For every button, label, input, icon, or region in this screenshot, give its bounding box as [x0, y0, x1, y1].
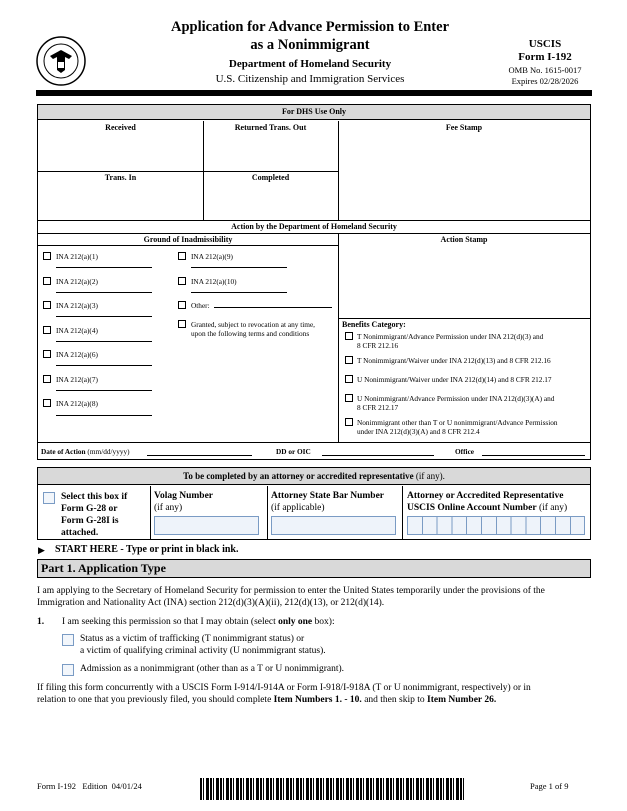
status-victim-label-line1: Status as a victim of trafficking (T nonimmigrant status) or [80, 634, 305, 644]
granted-checkbox[interactable] [178, 320, 186, 328]
status-victim-label-line2: a victim of qualifying criminal activity (U nonimmigrant status). [80, 646, 326, 656]
account-label-line1: Attorney or Accredited Representative [407, 491, 564, 501]
volag-label: Volag Number [154, 491, 214, 501]
benefits-title: Benefits Category: [342, 320, 406, 329]
ina-a2-label: INA 212(a)(2) [56, 277, 98, 286]
admission-nonimmigrant-label: Admission as a nonimmigrant (other than as a T or U nonimmigrant). [80, 664, 345, 674]
returned-label: Returned Trans. Out [234, 123, 307, 132]
trans-in-label: Trans. In [104, 173, 137, 182]
other-checkbox[interactable] [178, 301, 186, 309]
footer-edition: Form I-192 Edition 04/01/24 [37, 781, 142, 791]
ground-title: Ground of Inadmissibility [143, 235, 233, 244]
received-label: Received [105, 123, 136, 132]
dd-oic-line[interactable] [322, 455, 434, 456]
office-label: Office [455, 447, 475, 456]
granted-label-line2: upon the following terms and conditions [191, 329, 310, 338]
bar-number-label: Attorney State Bar Number [271, 491, 385, 501]
form-id: Form I-192 [518, 51, 572, 63]
benefit-u-waiver-checkbox[interactable] [345, 375, 353, 383]
form-title-line2: as a Nonimmigrant [250, 37, 370, 53]
date-of-action-label: Date of Action (mm/dd/yyyy) [41, 447, 130, 456]
bar-number-sublabel: (if applicable) [271, 503, 325, 513]
volag-sublabel: (if any) [154, 503, 183, 513]
part1-intro-line1: I am applying to the Secretary of Homeland Security for permission to enter the United States temporarily under the provisions of the [37, 586, 545, 596]
expiration-date: Expires 02/28/2026 [511, 76, 579, 86]
benefit-t-waiver-l1: T Nonimmigrant/Waiver under INA 212(d)(13) and 8 CFR 212.16 [357, 356, 551, 365]
bar-number-input[interactable] [271, 516, 396, 535]
ina-a7-checkbox[interactable] [43, 375, 51, 383]
ina-a3-checkbox[interactable] [43, 301, 51, 309]
ina-a10-label: INA 212(a)(10) [191, 277, 237, 286]
action-stamp-label: Action Stamp [440, 235, 488, 244]
g28-select-label: Select this box if Form G-28 or Form G-28I is attached. [61, 492, 128, 538]
omb-number: OMB No. 1615-0017 [508, 65, 582, 75]
part1-intro-line2: Immigration and Nationality Act (INA) section 212(d)(3)(A)(ii), 212(d)(13), or 212(d)(14). [37, 598, 385, 608]
date-of-action-line[interactable] [147, 455, 252, 456]
ina-a8-label: INA 212(a)(8) [56, 399, 98, 408]
g28-attached-checkbox[interactable] [43, 492, 55, 504]
ina-a1-checkbox[interactable] [43, 252, 51, 260]
agency-short: USCIS [528, 38, 562, 50]
benefit-u-advance-l2: 8 CFR 212.17 [357, 403, 399, 412]
attorney-title: To be completed by an attorney or accredited representative (if any). [183, 471, 445, 481]
ina-a4-label: INA 212(a)(4) [56, 326, 98, 335]
benefit-other-checkbox[interactable] [345, 418, 353, 426]
agency-name: U.S. Citizenship and Immigration Services [215, 73, 405, 85]
benefit-u-waiver-l1: U Nonimmigrant/Waiver under INA 212(d)(14) and 8 CFR 212.17 [357, 375, 552, 384]
ina-a8-checkbox[interactable] [43, 399, 51, 407]
benefit-other-l2: under INA 212(d)(3)(A) and 8 CFR 212.4 [357, 427, 480, 436]
q1-number: 1. [37, 617, 45, 627]
q1-question: I am seeking this permission so that I may obtain (select only one box): [62, 617, 335, 627]
ina-a9-checkbox[interactable] [178, 252, 186, 260]
volag-number-input[interactable] [154, 516, 259, 535]
ina-a1-label: INA 212(a)(1) [56, 252, 98, 261]
benefit-u-advance-l1: U Nonimmigrant/Advance Permission under INA 212(d)(3)(A) and [357, 394, 555, 403]
status-victim-checkbox[interactable] [62, 634, 74, 646]
footer-barcode [200, 778, 466, 800]
action-title: Action by the Department of Homeland Security [231, 222, 397, 231]
office-line[interactable] [482, 455, 585, 456]
admission-nonimmigrant-checkbox[interactable] [62, 664, 74, 676]
seal-icon [36, 36, 86, 86]
benefit-t-waiver-checkbox[interactable] [345, 356, 353, 364]
part1-title: Part 1. Application Type [41, 561, 166, 575]
benefit-u-advance-checkbox[interactable] [345, 394, 353, 402]
filing-instruction-line1: If filing this form concurrently with a USCIS Form I-914/I-914A or Form I-918/I-918A (T or U nonimmigrant, respectively) or in [37, 683, 531, 693]
ina-a4-checkbox[interactable] [43, 326, 51, 334]
ina-a9-label: INA 212(a)(9) [191, 252, 233, 261]
header-rule [36, 90, 592, 96]
benefit-t-advance-l2: 8 CFR 212.16 [357, 341, 399, 350]
department-name: Department of Homeland Security [228, 58, 392, 70]
filing-instruction-line2: relation to one that you previously filed, you should complete Item Numbers 1. - 10. and then skip to Item Number 26. [37, 695, 497, 705]
start-here-text: START HERE - Type or print in black ink. [55, 544, 239, 555]
footer-page-number: Page 1 of 9 [530, 781, 569, 791]
ina-a7-label: INA 212(a)(7) [56, 375, 98, 384]
dd-oic-label: DD or OIC [276, 447, 311, 456]
completed-label: Completed [251, 173, 290, 182]
account-label-line2: USCIS Online Account Number (if any) [407, 503, 568, 513]
fee-stamp-label: Fee Stamp [445, 123, 483, 132]
account-number-input[interactable] [407, 516, 585, 535]
other-field-line[interactable] [214, 307, 332, 308]
ina-a10-checkbox[interactable] [178, 277, 186, 285]
ina-a2-checkbox[interactable] [43, 277, 51, 285]
benefit-other-l1: Nonimmigrant other than T or U nonimmigrant/Advance Permission [357, 418, 558, 427]
benefit-t-advance-checkbox[interactable] [345, 332, 353, 340]
ina-a3-label: INA 212(a)(3) [56, 301, 98, 310]
ina-a6-checkbox[interactable] [43, 350, 51, 358]
granted-label-line1: Granted, subject to revocation at any time, [191, 320, 316, 329]
dhs-seal [36, 36, 86, 86]
other-label: Other: [191, 301, 210, 310]
dhs-use-title: For DHS Use Only [281, 107, 347, 116]
benefit-t-advance-l1: T Nonimmigrant/Advance Permission under INA 212(d)(3) and [357, 332, 544, 341]
ina-a6-label: INA 212(a)(6) [56, 350, 98, 359]
form-title-line1: Application for Advance Permission to Enter [170, 19, 450, 35]
start-here-arrow-icon: ▶ [38, 545, 45, 555]
